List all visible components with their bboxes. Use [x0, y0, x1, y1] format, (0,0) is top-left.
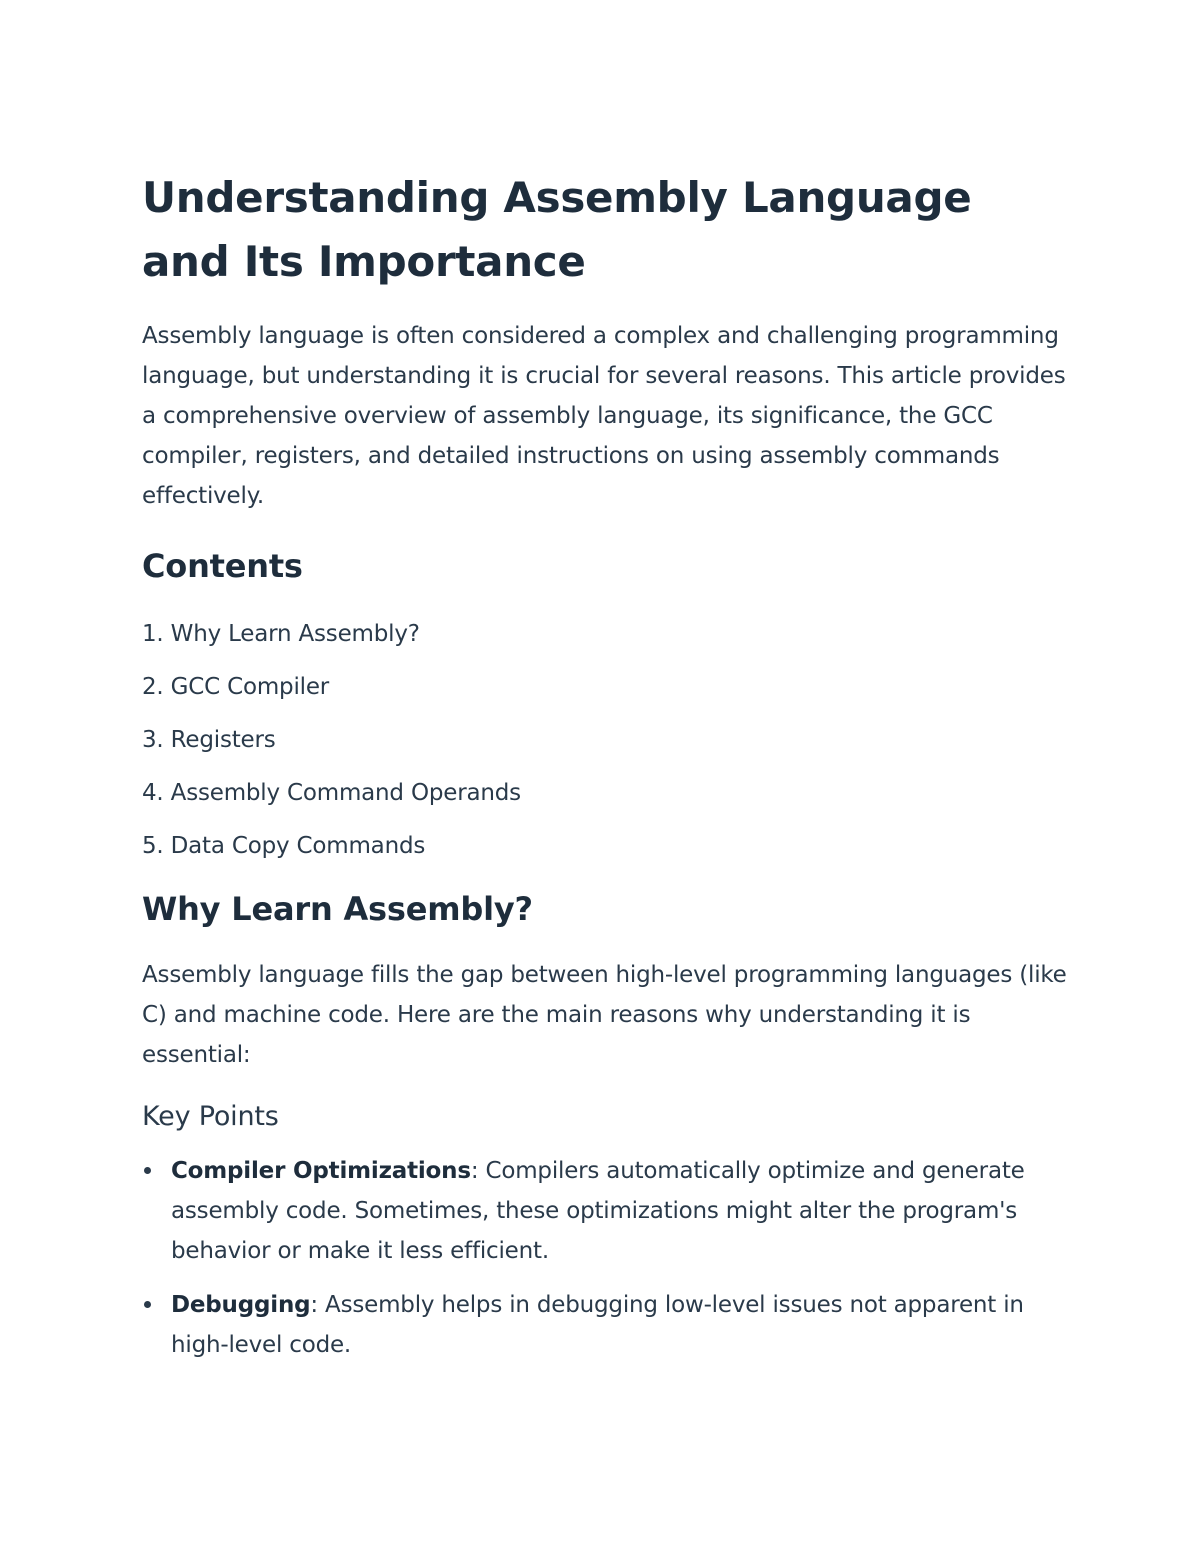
why-learn-paragraph: Assembly language fills the gap between high-level programming languages (like C) and machine code. Here are the main reasons why understanding it is essential:: [142, 962, 1067, 1068]
toc-item-assembly-command-operands[interactable]: 4. Assembly Command Operands: [142, 780, 521, 806]
toc-item-registers[interactable]: 3. Registers: [142, 727, 276, 753]
point-term: Compiler Optimizations: [171, 1158, 471, 1184]
page-title: Understanding Assembly Language and Its Importance: [142, 173, 972, 286]
why-learn-heading: Why Learn Assembly?: [142, 890, 533, 928]
point-term: Debugging: [171, 1292, 311, 1318]
table-of-contents: [142, 608, 1072, 873]
bullet-icon: [144, 1301, 151, 1308]
list-item: [142, 1151, 1072, 1271]
point-text: : Compilers automatically optimize and generate assembly code. Sometimes, these optimizations might alter the program's behavior or make it less efficient.: [171, 1158, 1025, 1264]
contents-heading: Contents: [142, 547, 303, 585]
intro-paragraph: Assembly language is often considered a complex and challenging programming language, but understanding it is crucial for several reasons. This article provides a comprehensive overview of assembly language, its significance, the GCC compiler, registers, and detailed instructions on using assembly commands effectively.: [142, 323, 1066, 509]
bullet-icon: [144, 1167, 151, 1174]
key-points-list: [142, 1151, 1072, 1365]
list-item: [142, 1285, 1072, 1365]
point-text: : Assembly helps in debugging low-level issues not apparent in high-level code.: [171, 1292, 1024, 1358]
document-page: [142, 166, 1072, 1365]
toc-item-why-learn-assembly[interactable]: 1. Why Learn Assembly?: [142, 621, 420, 647]
toc-item-data-copy-commands[interactable]: 5. Data Copy Commands: [142, 833, 426, 859]
toc-item-gcc-compiler[interactable]: 2. GCC Compiler: [142, 674, 330, 700]
key-points-heading: Key Points: [142, 1101, 279, 1132]
